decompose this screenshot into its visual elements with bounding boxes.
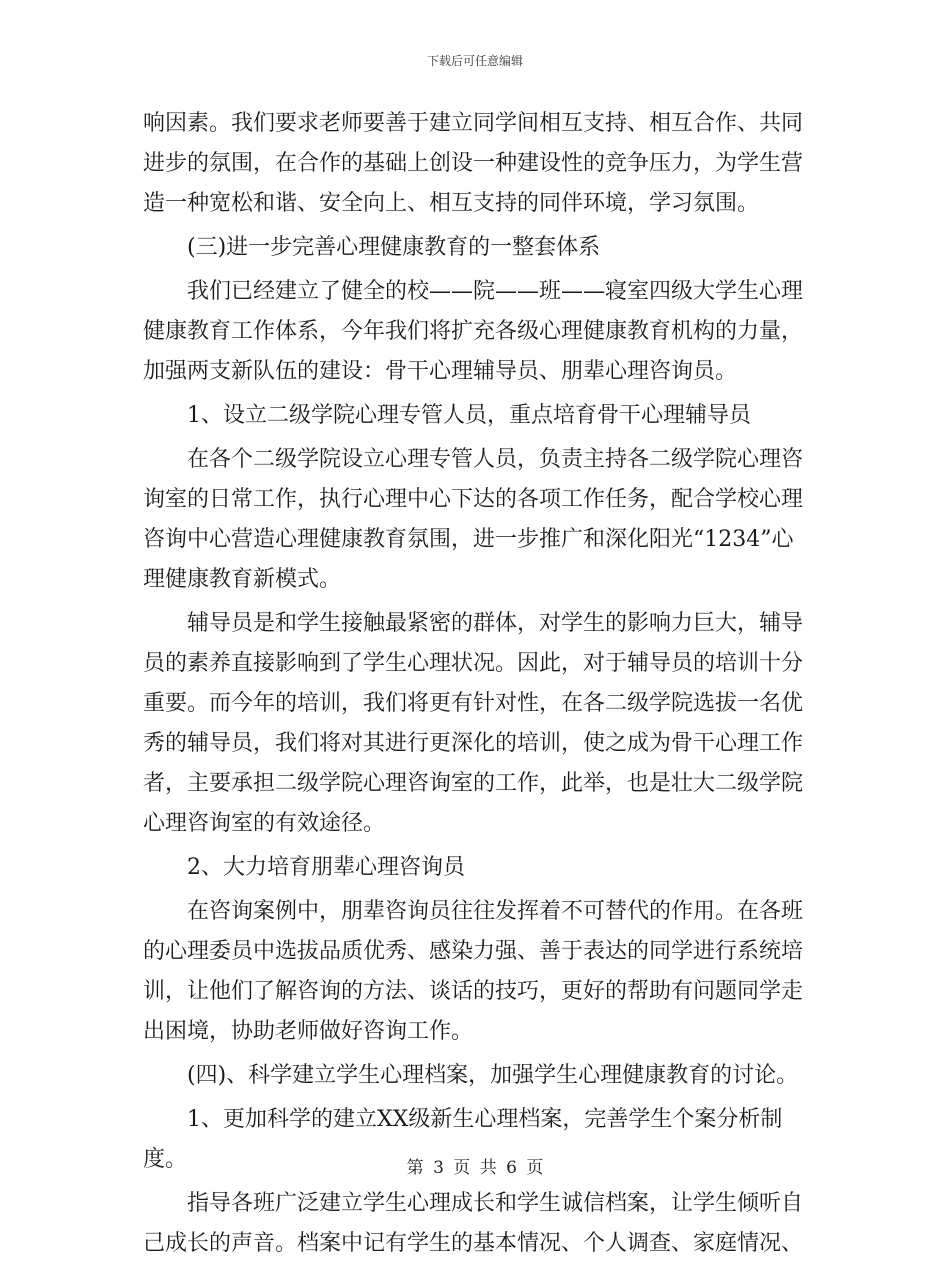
paragraph: 在咨询案例中，朋辈咨询员往往发挥着不可替代的作用。在各班的心理委员中选拔品质优秀、感染力强、善于表达的同学进行系统培训，让他们了解咨询的方法、谈话的技巧，更好的帮助有问题同学走出困境，协助老师做好咨询工作。 bbox=[143, 899, 804, 1044]
subsection-heading: 1、更加科学的建立XX级新生心理档案，完善学生个案分析制度。 bbox=[143, 1107, 783, 1172]
page-number: 第 3 页 共 6 页 bbox=[406, 1158, 544, 1178]
section-heading: (三)进一步完善心理健康教育的一整套体系 bbox=[187, 235, 601, 260]
document-body bbox=[143, 104, 815, 1268]
paragraph: 响因素。我们要求老师要善于建立同学间相互支持、相互合作、共同进步的氛围，在合作的基础上创设一种建设性的竞争压力，为学生营造一种宽松和谐、安全向上、相互支持的同伴环境，学习氛围。 bbox=[143, 111, 804, 216]
section-heading: (四)、科学建立学生心理档案，加强学生心理健康教育的讨论。 bbox=[187, 1063, 799, 1088]
page-header: 下载后可任意编辑 bbox=[426, 54, 523, 68]
paragraph: 我们已经建立了健全的校——院——班——寝室四级大学生心理健康教育工作体系，今年我们将扩充各级心理健康教育机构的力量，加强两支新队伍的建设：骨干心理辅导员、朋辈心理咨询员。 bbox=[143, 279, 804, 384]
paragraph: 指导各班广泛建立学生心理成长和学生诚信档案，让学生倾听自己成长的声音。档案中记有学生的基本情况、个人调查、家庭情况、 bbox=[143, 1191, 804, 1256]
subsection-heading: 2、大力培育朋辈心理咨询员 bbox=[187, 855, 465, 880]
paragraph: 辅导员是和学生接触最紧密的群体，对学生的影响力巨大，辅导员的素养直接影响到了学生心理状况。因此，对于辅导员的培训十分重要。而今年的培训，我们将更有针对性，在各二级学院选拔一名优秀的辅导员，我们将对其进行更深化的培训，使之成为骨干心理工作者，主要承担二级学院心理咨询室的工作，此举，也是壮大二级学院心理咨询室的有效途径。 bbox=[143, 611, 804, 836]
paragraph: 在各个二级学院设立心理专管人员，负责主持各二级学院心理咨询室的日常工作，执行心理中心下达的各项工作任务，配合学校心理咨询中心营造心理健康教育氛围，进一步推广和深化阳光“1234”心理健康教育新模式。 bbox=[143, 447, 804, 592]
subsection-heading: 1、设立二级学院心理专管人员，重点培育骨干心理辅导员 bbox=[187, 403, 751, 428]
